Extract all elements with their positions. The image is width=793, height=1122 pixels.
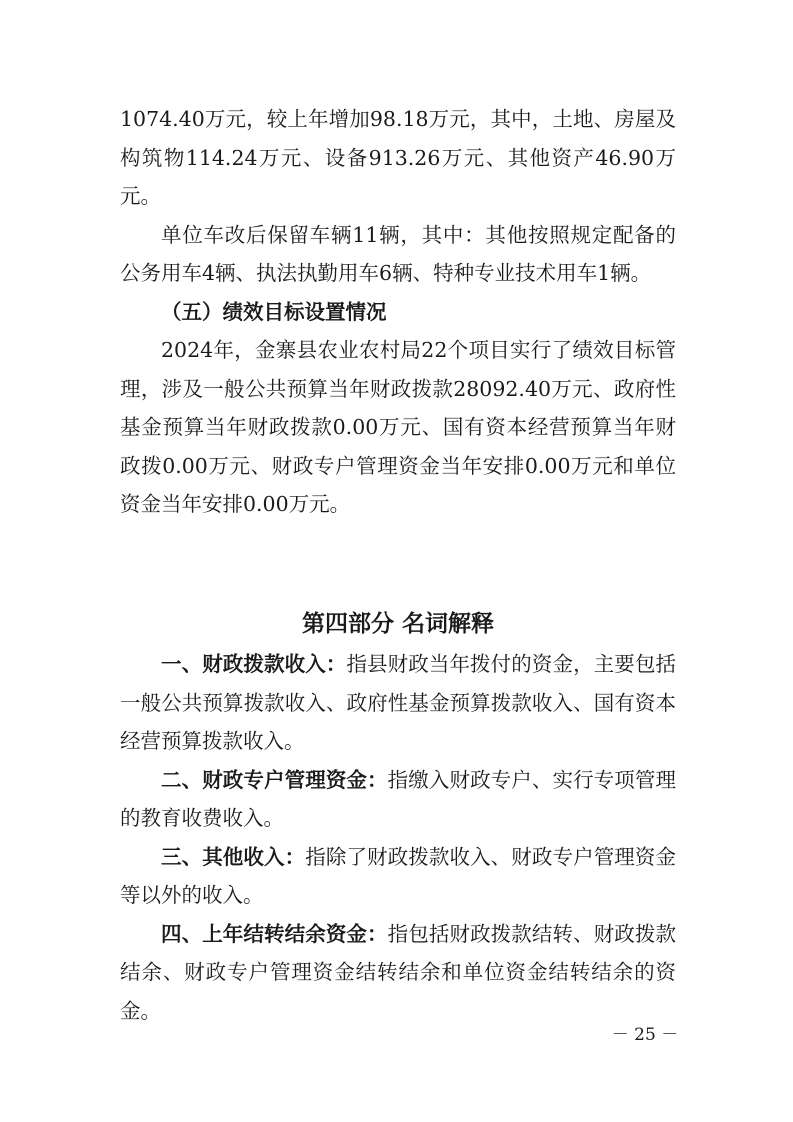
glossary-item	[120, 915, 676, 1031]
glossary-item	[120, 838, 676, 915]
section-title: 第四部分 名词解释	[301, 611, 494, 637]
glossary	[120, 645, 676, 1030]
page-number: － 25 －	[611, 1025, 679, 1045]
glossary-term: 二、财政专户管理资金：	[161, 767, 388, 792]
glossary-definition: 指缴入财政专户、实行专项管理的教育收费收入。	[120, 767, 677, 830]
glossary-item	[120, 761, 676, 838]
glossary-term: 一、财政拨款收入：	[161, 652, 347, 676]
glossary-term: 三、其他收入：	[161, 844, 306, 869]
vehicle-paragraph: 单位车改后保留车辆11辆，其中：其他按照规定配备的公务用车4辆、执法执勤用车6辆、特种专业技术用车1辆。	[120, 222, 676, 285]
performance-heading: （五）绩效目标设置情况	[161, 299, 387, 324]
glossary-definition: 指县财政当年拨付的资金，主要包括一般公共预算拨款收入、政府性基金预算拨款收入、国有资本经营预算拨款收入。	[120, 652, 676, 753]
glossary-term: 四、上年结转结余资金：	[161, 921, 388, 946]
glossary-item	[120, 645, 676, 761]
asset-paragraph: 1074.40万元，较上年增加98.18万元，其中，土地、房屋及构筑物114.24万元、设备913.26万元、其他资产46.90万元。	[120, 107, 676, 208]
upper-body	[120, 100, 676, 524]
glossary-definition: 指包括财政拨款结转、财政拨款结余、财政专户管理资金结转结余和单位资金结转结余的资金。	[120, 921, 677, 1023]
performance-paragraph: 2024年，金寨县农业农村局22个项目实行了绩效目标管理，涉及一般公共预算当年财政拨款28092.40万元、政府性基金预算当年财政拨款0.00万元、国有资本经营预算当年财政拨0.00万元、财政专户管理资金当年安排0.00万元和单位资金当年安排0.00万元。	[120, 338, 676, 516]
glossary-definition: 指除了财政拨款收入、财政专户管理资金等以外的收入。	[120, 844, 677, 907]
